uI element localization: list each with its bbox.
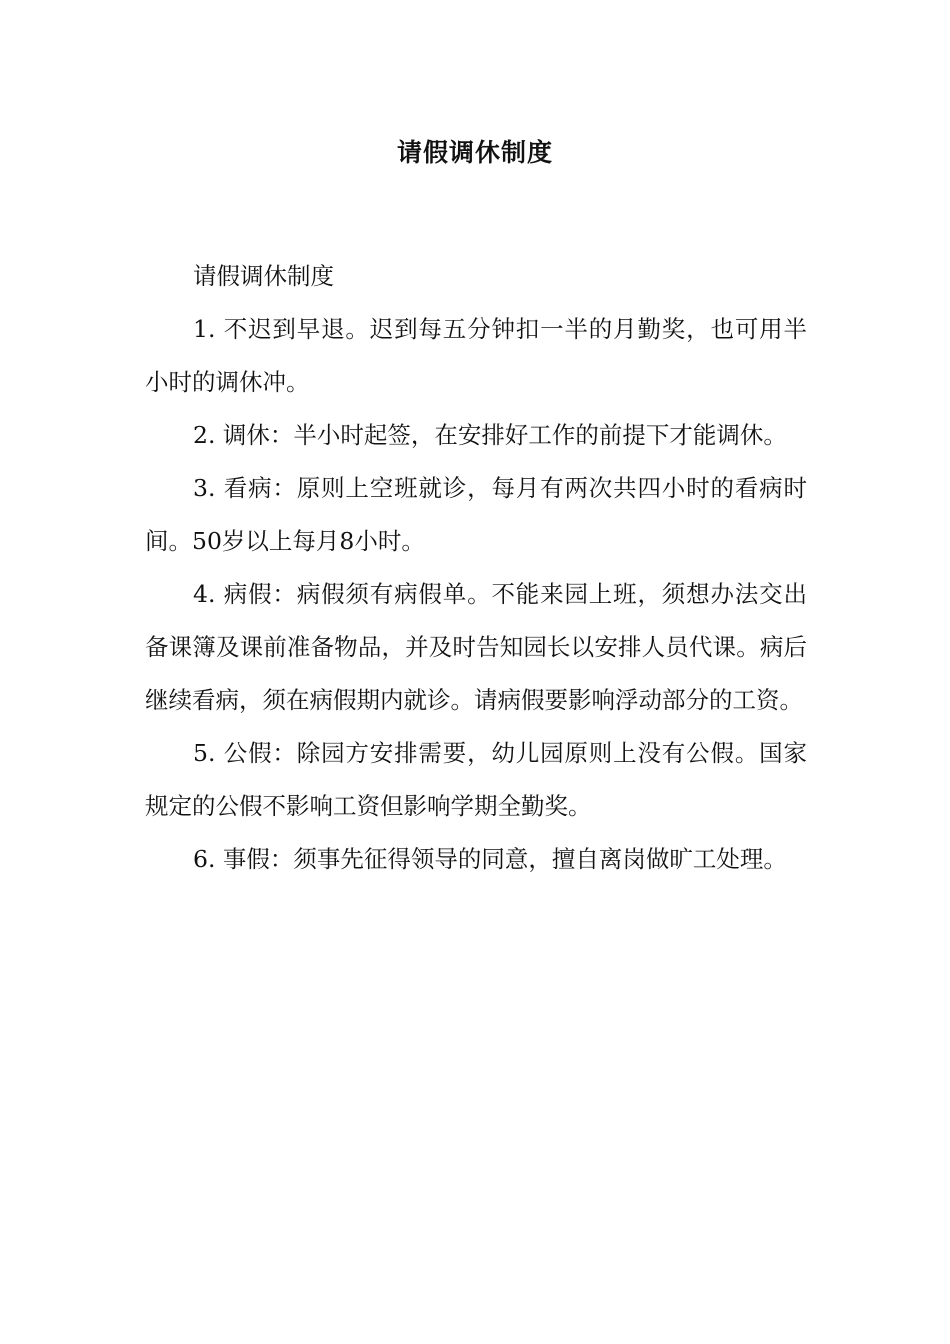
paragraph-item-1: 1. 不迟到早退。迟到每五分钟扣一半的月勤奖，也可用半小时的调休冲。 [145,315,807,396]
paragraph-item-6: 6. 事假：须事先征得领导的同意，擅自离岗做旷工处理。 [193,845,787,873]
paragraph-item-4: 4. 病假：病假须有病假单。不能来园上班，须想办法交出备课簿及课前准备物品，并及时告知园长以安排人员代课。病后继续看病，须在病假期内就诊。请病假要影响浮动部分的工资。 [145,580,807,714]
paragraph-item-3: 3. 看病：原则上空班就诊，每月有两次共四小时的看病时间。50岁以上每月8小时。 [145,474,807,555]
paragraph-heading: 请假调休制度 [193,262,334,290]
paragraph-item-5: 5. 公假：除园方安排需要，幼儿园原则上没有公假。国家规定的公假不影响工资但影响学期全勤奖。 [145,739,807,820]
document-title: 请假调休制度 [396,138,553,167]
paragraph-item-2: 2. 调休：半小时起签，在安排好工作的前提下才能调休。 [193,421,787,449]
document-body [145,250,807,886]
